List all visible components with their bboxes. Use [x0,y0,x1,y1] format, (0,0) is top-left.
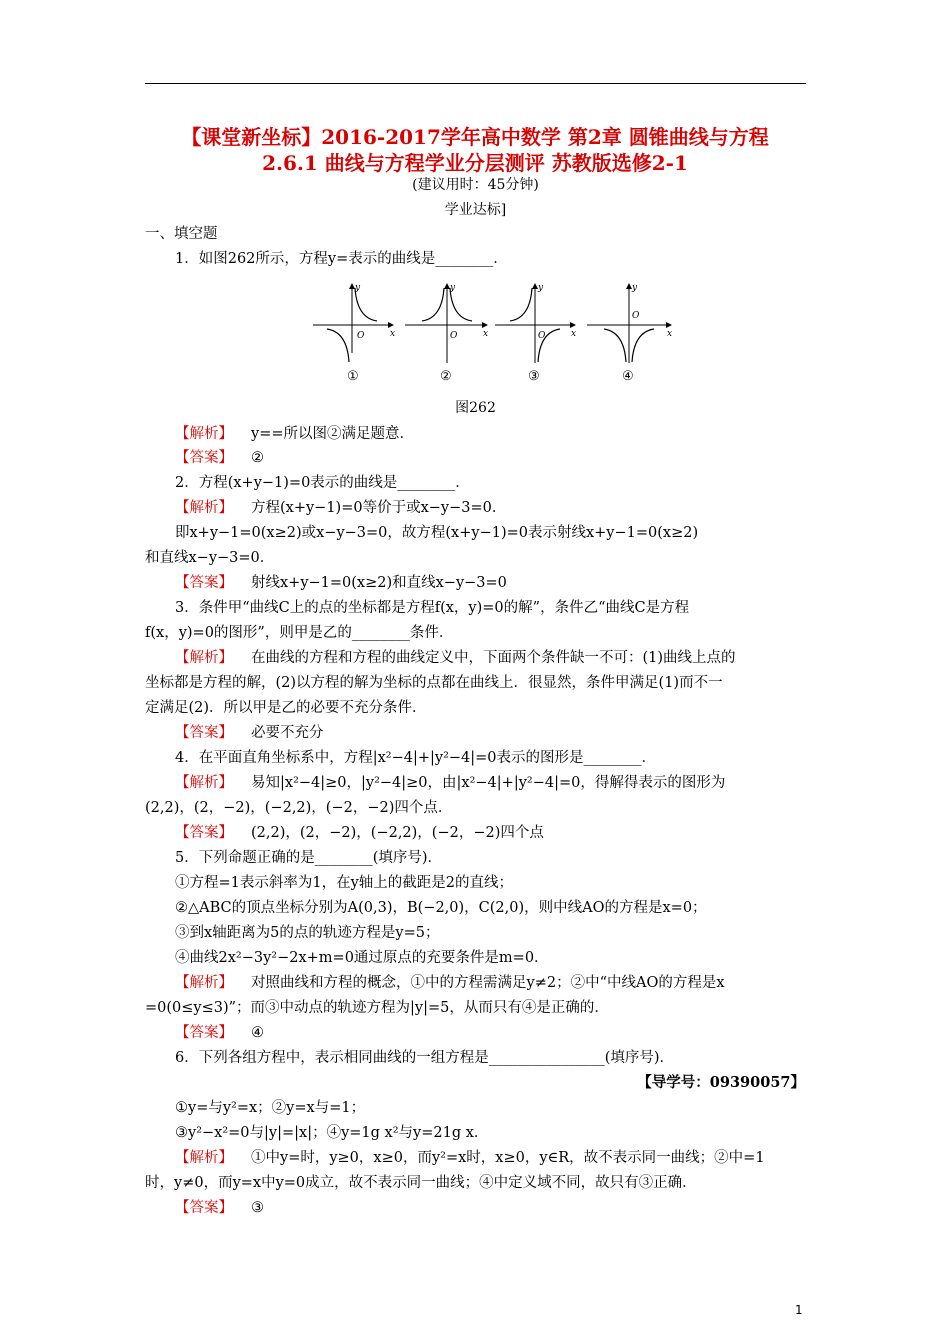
graph-3 [495,283,576,384]
graph-1 [313,283,395,384]
analysis-tag: 【解析】 [175,775,233,791]
q5-analysis: 【解析】 对照曲线和方程的概念，①中的方程需满足y≠2；②中“中线AO的方程是x [175,975,725,991]
q6-answer: 【答案】 ③ [175,1200,264,1216]
q6-analysis: 【解析】 ①中y=时，y≥0，x≥0，而y²=x时，x≥0，y∈R，故不表示同一曲线；②中=1 [175,1150,765,1166]
analysis-tag: 【解析】 [175,650,233,666]
axis-y-label: y [632,283,638,293]
q2-analysis-line2: 即x+y−1=0(x≥2)或x−y−3=0，故方程(x+y−1)=0表示射线x+y−1=0(x≥2) [175,525,699,541]
q3-analysis-line3: 定满足(2)．所以甲是乙的必要不充分条件． [145,700,427,716]
q2-analysis: 【解析】 方程(x+y−1)=0等价于或x−y−3=0． [175,500,507,516]
axis-y-label: y [450,283,456,293]
answer-tag: 【答案】 [175,450,233,466]
q3-answer: 【答案】 必要不充分 [175,725,324,741]
q5-stem: 5．下列命题正确的是________(填序号)． [175,850,443,866]
axis-x-label: x [571,329,577,339]
q4-answer: 【答案】 (2,2)，(2，−2)，(−2,2)，(−2，−2)四个点 [175,825,544,841]
header-rule [145,83,806,84]
part-title: 一、填空题 [145,226,218,242]
q4-stem: 4．在平面直角坐标系中，方程|x²−4|+|y²−4|=0表示的图形是________． [175,750,657,766]
q5-answer: 【答案】 ④ [175,1025,264,1041]
guide-number: 【导学号：09390057】 [637,1074,805,1091]
graph-label-4: ④ [622,369,634,384]
q3-stem-line2: f(x，y)=0的图形”，则甲是乙的________条件． [145,625,454,641]
q5-item-3: ③到x轴距离为5的点的轨迹方程是y=5； [175,925,440,941]
q1-stem: 1．如图262所示，方程y=表示的曲线是________． [175,251,508,267]
q3-stem-line1: 3．条件甲“曲线C上的点的坐标都是方程f(x，y)=0的解”，条件乙“曲线C是方程 [175,600,690,616]
q1-answer: 【答案】 ② [175,450,264,466]
doc-title-line1: 【课堂新坐标】2016-2017学年高中数学 第2章 圆锥曲线与方程 [181,125,769,149]
analysis-tag: 【解析】 [175,975,233,991]
axis-y-label: y [355,283,361,293]
axis-x-label: x [667,329,673,339]
q6-items-line2: ③y²−x²=0与|y|=|x|；④y=1g x²与y=21g x． [175,1125,489,1141]
analysis-tag: 【解析】 [175,500,233,516]
analysis-tag: 【解析】 [175,1150,233,1166]
graph-label-2: ② [440,369,452,384]
origin-label: O [538,331,546,341]
q5-item-2: ②△ABC的顶点坐标分别为A(0,3)，B(−2,0)，C(2,0)，则中线AO的方程是x=0； [175,900,707,916]
q1-figure [305,278,685,386]
answer-tag: 【答案】 [175,725,233,741]
origin-label: O [632,311,640,321]
answer-tag: 【答案】 [175,575,233,591]
graph-label-1: ① [347,369,359,384]
origin-label: O [357,331,365,341]
axis-x-label: x [483,329,489,339]
q2-stem: 2．方程(x+y−1)=0表示的曲线是________． [175,475,470,491]
q6-stem: 6．下列各组方程中，表示相同曲线的一组方程是________________(填序号)． [175,1050,675,1066]
graph-4 [587,283,672,384]
axis-x-label: x [390,329,396,339]
q6-items-line1: ①y=与y²=x；②y=x与=1； [175,1100,366,1116]
page-number: 1 [795,1303,803,1317]
section-label: 学业达标] [444,202,507,218]
q3-analysis: 【解析】 在曲线的方程和方程的曲线定义中，下面两个条件缺一不可：(1)曲线上点的 [175,650,736,666]
q6-analysis-line2: 时，y≠0，而y=x中y=0成立，故不表示同一曲线；④中定义域不同，故只有③正确． [145,1175,697,1191]
q1-analysis: 【解析】 y==所以图②满足题意． [175,426,414,442]
answer-tag: 【答案】 [175,825,233,841]
doc-title-line2: 2.6.1 曲线与方程学业分层测评 苏教版选修2-1 [262,151,688,175]
q5-item-1: ①方程=1表示斜率为1，在y轴上的截距是2的直线； [175,875,514,891]
graph-2 [405,283,488,384]
graph-label-3: ③ [528,369,540,384]
q2-analysis-line3: 和直线x−y−3=0． [145,550,275,566]
answer-tag: 【答案】 [175,1200,233,1216]
analysis-tag: 【解析】 [175,426,233,442]
axis-y-label: y [538,283,544,293]
time-note: (建议用时：45分钟) [412,177,539,193]
q4-analysis: 【解析】 易知|x²−4|≥0，|y²−4|≥0，由|x²−4|+|y²−4|=0，得解得表示的图形为 [175,775,726,791]
q5-item-4: ④曲线2x²−3y²−2x+m=0通过原点的充要条件是m=0． [175,950,549,966]
q2-answer: 【答案】 射线x+y−1=0(x≥2)和直线x−y−3=0 [175,575,507,591]
q3-analysis-line2: 坐标都是方程的解，(2)以方程的解为坐标的点都在曲线上．很显然，条件甲满足(1)而不一 [145,675,723,691]
q5-analysis-line2: =0(0≤y≤3)”；而③中动点的轨迹方程为|y|=5，从而只有④是正确的． [145,1000,609,1016]
q4-analysis-line2: (2,2)，(2，−2)，(−2,2)，(−2，−2)四个点． [145,800,453,816]
origin-label: O [450,331,458,341]
figure-caption: 图262 [455,400,496,416]
answer-tag: 【答案】 [175,1025,233,1041]
